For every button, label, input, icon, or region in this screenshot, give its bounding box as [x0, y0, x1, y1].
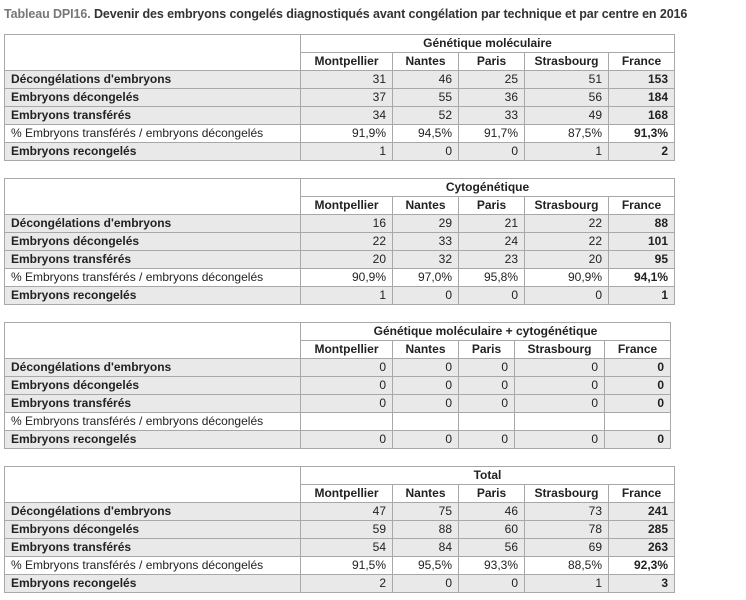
table-cell: 69: [525, 539, 609, 557]
table-cell: 91,5%: [301, 557, 393, 575]
table-cell: 168: [609, 107, 675, 125]
row-label: Embryons transférés: [5, 107, 301, 125]
table-cell: [459, 413, 515, 431]
table-cell: 0: [393, 377, 459, 395]
table-cell: 1: [301, 287, 393, 305]
table-cell: 184: [609, 89, 675, 107]
table-cell: 0: [605, 377, 671, 395]
table-row: [5, 71, 675, 89]
table-row: [5, 503, 675, 521]
table-cell: 20: [525, 251, 609, 269]
table-cell: 0: [393, 287, 459, 305]
table-cell: 46: [393, 71, 459, 89]
table-cell: 84: [393, 539, 459, 557]
table-cell: 60: [459, 521, 525, 539]
column-header: Montpellier: [301, 485, 393, 503]
table-cell: 46: [459, 503, 525, 521]
table-cell: 22: [301, 233, 393, 251]
table-cell: 0: [459, 575, 525, 593]
table-cell: 2: [301, 575, 393, 593]
table-cell: 32: [393, 251, 459, 269]
header-corner: [5, 179, 301, 215]
table-cell: [393, 413, 459, 431]
table-cell: 0: [393, 395, 459, 413]
table-cell: 95,5%: [393, 557, 459, 575]
table-cell: 263: [609, 539, 675, 557]
column-header: Nantes: [393, 485, 459, 503]
table-cell: 285: [609, 521, 675, 539]
table-cell: 55: [393, 89, 459, 107]
table-cell: 0: [459, 395, 515, 413]
table-cell: 0: [393, 143, 459, 161]
column-header: France: [609, 485, 675, 503]
table-cell: 94,5%: [393, 125, 459, 143]
table-cell: 22: [525, 215, 609, 233]
table-row: [5, 359, 671, 377]
column-header: Paris: [459, 341, 515, 359]
table-cell: 52: [393, 107, 459, 125]
table-cell: 241: [609, 503, 675, 521]
table-cell: 88,5%: [525, 557, 609, 575]
table-cell: 0: [301, 395, 393, 413]
data-table: [4, 466, 675, 593]
table-cell: 36: [459, 89, 525, 107]
header-corner: [5, 323, 301, 359]
table-cell: 34: [301, 107, 393, 125]
table-cell: 0: [459, 431, 515, 449]
row-label: Décongélations d'embryons: [5, 503, 301, 521]
column-header: Paris: [459, 53, 525, 71]
table-cell: 3: [609, 575, 675, 593]
table-cell: 91,3%: [609, 125, 675, 143]
group-header: Total: [301, 467, 675, 485]
row-label: % Embryons transférés / embryons décongelés: [5, 269, 301, 287]
table-cell: 91,9%: [301, 125, 393, 143]
table-cell: 0: [393, 359, 459, 377]
table-cell: 0: [393, 575, 459, 593]
page-title: [4, 7, 687, 21]
table-cell: 56: [525, 89, 609, 107]
column-header: France: [605, 341, 671, 359]
row-label: Embryons transférés: [5, 251, 301, 269]
row-label: % Embryons transférés / embryons décongelés: [5, 557, 301, 575]
table-row: [5, 107, 675, 125]
table-cell: 0: [515, 359, 605, 377]
table-cell: 29: [393, 215, 459, 233]
row-label: Embryons décongelés: [5, 233, 301, 251]
table-cell: 33: [459, 107, 525, 125]
row-label: Embryons recongelés: [5, 143, 301, 161]
table-cell: 87,5%: [525, 125, 609, 143]
column-header: Strasbourg: [525, 53, 609, 71]
table-row: [5, 521, 675, 539]
table-row: [5, 431, 671, 449]
table-row: [5, 233, 675, 251]
column-header: Paris: [459, 485, 525, 503]
table-cell: 97,0%: [393, 269, 459, 287]
row-label: Embryons transférés: [5, 395, 301, 413]
table-cell: 101: [609, 233, 675, 251]
column-header: Strasbourg: [525, 485, 609, 503]
row-label: Embryons décongelés: [5, 89, 301, 107]
table-cell: 1: [301, 143, 393, 161]
table-cell: 0: [515, 377, 605, 395]
table-cell: 73: [525, 503, 609, 521]
table-cell: 0: [301, 359, 393, 377]
table-row: [5, 377, 671, 395]
table-cell: 1: [525, 143, 609, 161]
table-cell: 23: [459, 251, 525, 269]
table-cell: 0: [605, 395, 671, 413]
data-table: [4, 322, 671, 449]
table-cell: 78: [525, 521, 609, 539]
table-cell: 22: [525, 233, 609, 251]
table-cell: 49: [525, 107, 609, 125]
table-cell: 1: [525, 575, 609, 593]
row-label: Décongélations d'embryons: [5, 359, 301, 377]
table-number: Tableau DPI16.: [4, 7, 91, 21]
table-cell: 0: [301, 377, 393, 395]
table-cell: 0: [459, 143, 525, 161]
table-cell: 1: [609, 287, 675, 305]
row-label: Embryons décongelés: [5, 377, 301, 395]
column-header: France: [609, 197, 675, 215]
table-cell: 75: [393, 503, 459, 521]
table-row: [5, 575, 675, 593]
row-label: % Embryons transférés / embryons décongelés: [5, 413, 301, 431]
table-cell: 25: [459, 71, 525, 89]
table-cell: 2: [609, 143, 675, 161]
table-cell: 0: [459, 287, 525, 305]
table-cell: 93,3%: [459, 557, 525, 575]
header-corner: [5, 35, 301, 71]
table-row: [5, 89, 675, 107]
table-row: [5, 251, 675, 269]
column-header: France: [609, 53, 675, 71]
table-cell: 0: [605, 431, 671, 449]
column-header: Montpellier: [301, 53, 393, 71]
header-corner: [5, 467, 301, 503]
table-cell: 88: [609, 215, 675, 233]
table-cell: 95: [609, 251, 675, 269]
row-label: Embryons recongelés: [5, 575, 301, 593]
group-header: Génétique moléculaire: [301, 35, 675, 53]
table-cell: 31: [301, 71, 393, 89]
row-label: Embryons recongelés: [5, 431, 301, 449]
table-cell: 94,1%: [609, 269, 675, 287]
table-cell: 0: [459, 377, 515, 395]
row-label: Décongélations d'embryons: [5, 215, 301, 233]
row-label: Embryons transférés: [5, 539, 301, 557]
table-row: [5, 395, 671, 413]
table-row: [5, 215, 675, 233]
table-caption: Devenir des embryons congelés diagnostiqués avant congélation par technique et par centre en 2016: [93, 7, 688, 21]
table-cell: 51: [525, 71, 609, 89]
table-row: [5, 287, 675, 305]
column-header: Nantes: [393, 341, 459, 359]
table-cell: 47: [301, 503, 393, 521]
table-cell: 0: [605, 359, 671, 377]
table-cell: 153: [609, 71, 675, 89]
table-row: [5, 125, 675, 143]
table-cell: 0: [393, 431, 459, 449]
table-cell: 0: [525, 287, 609, 305]
table-cell: 20: [301, 251, 393, 269]
column-header: Paris: [459, 197, 525, 215]
table-cell: 59: [301, 521, 393, 539]
column-header: Strasbourg: [525, 197, 609, 215]
table-row: [5, 269, 675, 287]
table-cell: 24: [459, 233, 525, 251]
data-table: [4, 34, 675, 161]
table-row: [5, 143, 675, 161]
table-cell: 54: [301, 539, 393, 557]
group-header: Génétique moléculaire + cytogénétique: [301, 323, 671, 341]
table-cell: 37: [301, 89, 393, 107]
table-cell: 0: [515, 395, 605, 413]
data-table: [4, 178, 675, 305]
table-cell: 33: [393, 233, 459, 251]
table-cell: 0: [515, 431, 605, 449]
table-row: [5, 539, 675, 557]
table-cell: 91,7%: [459, 125, 525, 143]
table-cell: 92,3%: [609, 557, 675, 575]
row-label: % Embryons transférés / embryons décongelés: [5, 125, 301, 143]
table-cell: 0: [459, 359, 515, 377]
table-cell: 88: [393, 521, 459, 539]
table-cell: 95,8%: [459, 269, 525, 287]
column-header: Nantes: [393, 53, 459, 71]
table-cell: 90,9%: [525, 269, 609, 287]
row-label: Embryons recongelés: [5, 287, 301, 305]
table-cell: 0: [301, 431, 393, 449]
column-header: Strasbourg: [515, 341, 605, 359]
table-row: [5, 413, 671, 431]
row-label: Décongélations d'embryons: [5, 71, 301, 89]
group-header: Cytogénétique: [301, 179, 675, 197]
table-cell: [515, 413, 605, 431]
column-header: Montpellier: [301, 197, 393, 215]
column-header: Nantes: [393, 197, 459, 215]
table-cell: 56: [459, 539, 525, 557]
column-header: Montpellier: [301, 341, 393, 359]
table-cell: [605, 413, 671, 431]
row-label: Embryons décongelés: [5, 521, 301, 539]
table-cell: 21: [459, 215, 525, 233]
table-row: [5, 557, 675, 575]
table-cell: 16: [301, 215, 393, 233]
table-cell: 90,9%: [301, 269, 393, 287]
table-cell: [301, 413, 393, 431]
